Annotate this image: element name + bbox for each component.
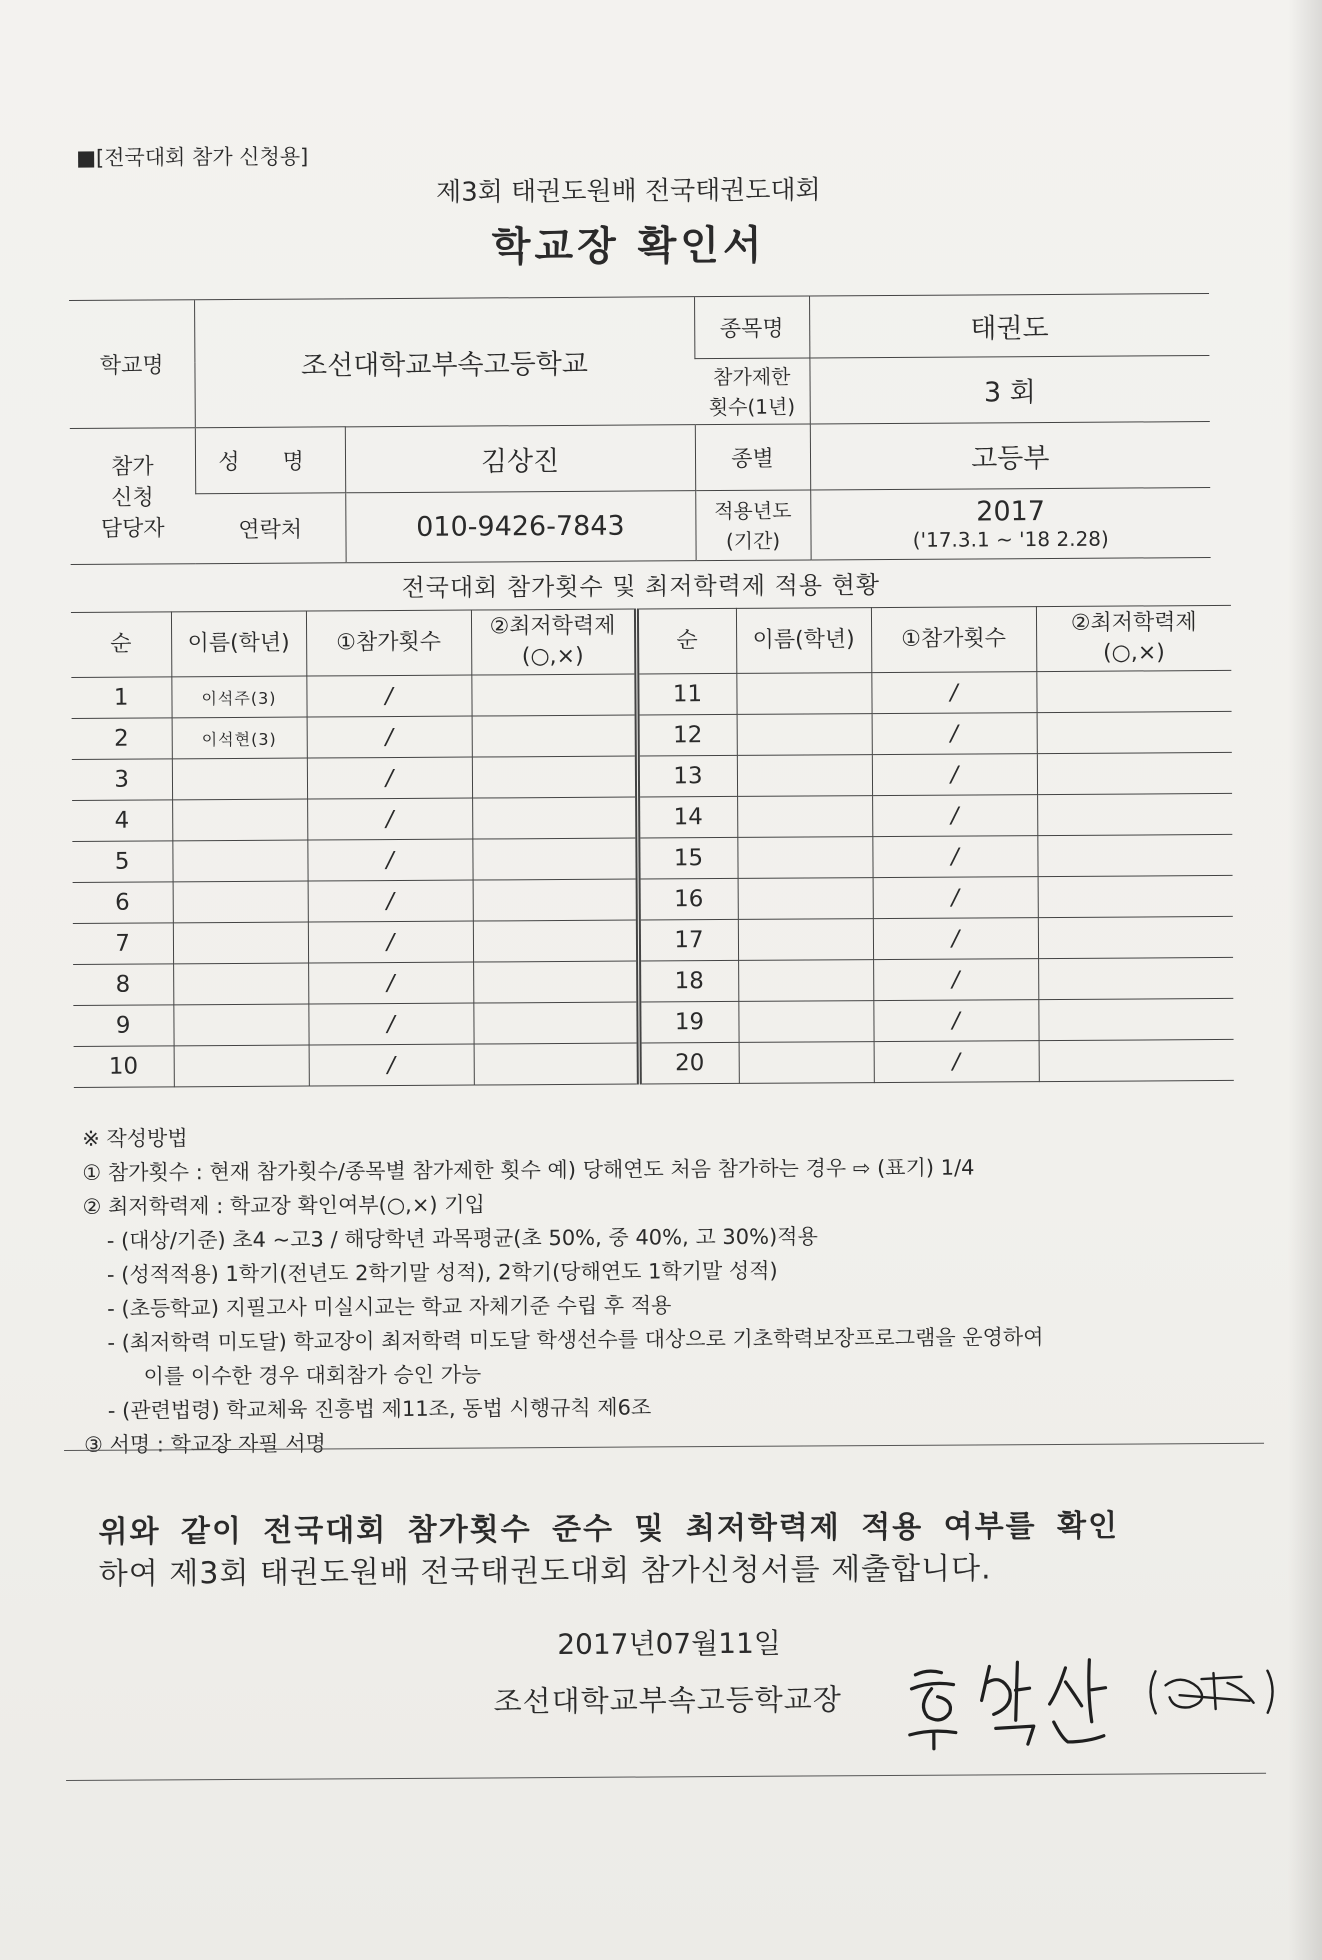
form-type-tag: ■[전국대회 참가 신청용] [76,144,309,170]
row-name-right [738,919,873,961]
row-no-right: 20 [639,1042,739,1084]
row-min-left [472,838,637,880]
table-row [72,834,1232,882]
row-no-right: 13 [637,755,737,797]
notes-heading: ※ 작성방법 [82,1126,188,1151]
row-count-right: / [873,959,1038,1001]
header-min-right-line2: (○,×) [1102,640,1165,666]
row-min-right [1038,998,1233,1040]
table-row [73,998,1233,1046]
row-name-left [173,963,308,1005]
manager-label-line1: 참가 [110,454,154,480]
declaration-line1: 위와 같이 전국대회 참가횟수 준수 및 최저학력제 적용 여부를 확인 [98,1508,1120,1550]
header-min-left-line1: ②최저학력제 [489,613,616,640]
row-min-left [473,961,638,1003]
note-below-minimum: - (최저학력 미도달) 학교장이 최저학력 미도달 학생선수를 대상으로 기초학력보장프로그램을 운영하여 [107,1325,1044,1355]
header-name-left: 이름(학년) [171,611,306,677]
limit-label-line1: 참가제한 [713,364,791,389]
table-row [72,752,1232,800]
sport-label: 종목명 [694,296,809,359]
row-min-left [472,715,637,757]
manager-label [70,428,196,565]
header-min-right-line1: ②최저학력제 [1070,610,1197,636]
row-count-right: / [873,1000,1038,1042]
row-no-right: 18 [638,960,738,1002]
row-no-right: 17 [638,919,738,961]
row-name-left: 이석현(3) [172,717,307,759]
divider-bottom [66,1773,1266,1781]
event-title: 제3회 태권도원배 전국태권도대회 [435,175,821,208]
submission-date: 2017년07월11일 [557,1626,782,1662]
year-label-line1: 적용년도 [714,498,792,523]
row-min-left [473,920,638,962]
row-count-right: / [872,754,1037,796]
row-min-right [1038,916,1233,958]
row-count-left: / [307,757,472,799]
note-signature: ③ 서명 : 학교장 자필 서명 [83,1431,326,1457]
form-content [68,123,1254,1719]
row-min-left [474,1043,639,1085]
limit-value: 3 회 [809,356,1209,424]
manager-label-line3: 담당자 [100,516,165,542]
row-name-left [173,922,308,964]
table-row [74,1039,1234,1087]
row-min-right [1038,957,1233,999]
row-count-left: / [308,880,473,922]
page-edge-shadow [1288,0,1322,1960]
row-name-right [737,796,872,838]
note-participation: ① 참가횟수 : 현재 참가횟수/종목별 참가제한 횟수 예) 당해연도 처음 참가하는 경우 ⇨ (표기) 1/4 [82,1155,975,1185]
row-name-right [739,1042,874,1084]
year-label-line2: (기간) [725,528,781,553]
row-count-left: / [309,1044,474,1086]
declaration [98,1505,1248,1596]
period-value: ('17.3.1 ~ '18 2.28) [912,526,1109,552]
school-label: 학교명 [69,300,195,429]
row-name-right [738,878,873,920]
principal-title: 조선대학교부속고등학교장 [493,1682,842,1719]
table-row [73,916,1233,964]
manager-label-line2: 신청 [111,485,154,511]
row-count-right: / [872,713,1037,755]
row-no-left: 7 [73,923,173,965]
row-name-left: 이석주(3) [171,676,306,718]
row-count-left: / [307,839,472,881]
limit-label-line2: 횟수(1년) [708,394,796,419]
row-no-left: 5 [72,841,172,883]
declaration-line2: 하여 제3회 태권도원배 전국태권도대회 참가신청서를 제출합니다. [98,1551,992,1592]
row-count-right: / [873,877,1038,919]
contact-label: 연락처 [195,493,345,564]
participation-rows [71,670,1233,1087]
row-min-right [1038,875,1233,917]
row-no-left: 6 [73,882,173,924]
row-count-left: / [308,921,473,963]
year-cell [810,488,1210,560]
page-title: 학교장 확인서 [491,222,766,271]
row-count-right: / [872,836,1037,878]
row-min-left [471,674,636,716]
row-min-right [1036,670,1231,712]
row-count-left: / [306,675,471,717]
row-min-left [472,797,637,839]
row-no-right: 14 [637,796,737,838]
header-name-right: 이름(학년) [736,608,871,674]
row-count-right: / [874,1041,1039,1083]
row-name-left [172,758,307,800]
year-value: 2017 [976,496,1046,528]
row-min-left [473,879,638,921]
table-row [71,670,1231,718]
signature-strokes [909,1660,1106,1749]
table-row [73,875,1233,923]
row-min-right [1039,1039,1234,1081]
limit-label [694,358,809,425]
row-no-right: 19 [638,1001,738,1043]
row-min-right [1037,793,1232,835]
info-table [69,293,1211,565]
row-name-left [172,799,307,841]
row-count-right: / [872,795,1037,837]
row-count-right: / [873,918,1038,960]
row-no-left: 8 [73,964,173,1006]
header-min-left-line2: (○,×) [521,643,584,670]
row-no-right: 16 [638,878,738,920]
row-no-right: 15 [637,837,737,879]
header-no-left: 순 [71,612,171,678]
row-count-right: / [871,672,1036,714]
handwritten-signature [897,1643,1278,1755]
note-elementary: - (초등학교) 지필고사 미실시교는 학교 자체기준 수립 후 적용 [107,1293,672,1321]
row-count-left: / [307,798,472,840]
header-count-left: ①참가횟수 [306,610,471,676]
row-no-left: 9 [73,1005,173,1047]
row-min-left [473,1002,638,1044]
table-row [73,957,1233,1005]
row-name-left [172,840,307,882]
row-name-right [738,960,873,1002]
header-count-right: ①참가횟수 [871,607,1036,673]
table-row [72,711,1232,759]
participation-table [71,605,1234,1088]
note-minimum: ② 최저학력제 : 학교장 확인여부(○,×) 기입 [82,1192,485,1219]
row-no-left: 3 [72,759,172,801]
row-name-left [173,881,308,923]
contact-value: 010-9426-7843 [345,491,695,563]
row-name-right [737,714,872,756]
note-below-minimum-cont: 이를 이수한 경우 대회참가 승인 가능 [143,1362,482,1389]
row-name-left [174,1045,309,1087]
row-name-right [736,673,871,715]
row-name-right [738,1001,873,1043]
row-no-left: 4 [72,800,172,842]
year-label [695,490,810,561]
header-min-right [1036,605,1231,671]
row-no-left: 1 [71,677,171,719]
sport-value: 태권도 [809,294,1209,358]
instructions [82,1115,1244,1462]
row-count-left: / [308,962,473,1004]
note-target: - (대상/기준) 초4 ~고3 / 해당학년 과목평균(초 50%, 중 40%, 고 30%)적용 [106,1224,818,1253]
row-count-left: / [307,716,472,758]
name-value: 김상진 [345,425,695,493]
row-min-left [472,756,637,798]
row-no-right: 12 [637,714,737,756]
row-min-right [1037,711,1232,753]
name-label: 성 명 [195,427,345,494]
row-count-left: / [308,1003,473,1045]
row-name-right [737,755,872,797]
table-row [72,793,1232,841]
row-min-right [1037,834,1232,876]
note-law: - (관련법령) 학교체육 진흥법 제11조, 동법 시행규칙 제6조 [107,1395,652,1423]
row-no-left: 10 [74,1046,174,1088]
note-grades: - (성적적용) 1학기(전년도 2학기말 성적), 2학기(당해연도 1학기말 성적) [106,1258,778,1287]
row-name-left [173,1004,308,1046]
row-no-left: 2 [72,718,172,760]
section-title: 전국대회 참가횟수 및 최저학력제 적용 현황 [401,571,881,602]
header-min-left [471,609,636,675]
row-name-right [737,837,872,879]
row-no-right: 11 [636,673,736,715]
division-value: 고등부 [810,422,1210,490]
division-label: 종별 [695,424,810,491]
seal-text: (홍석선) [1157,1679,1254,1711]
header-no-right: 순 [636,608,736,674]
row-min-right [1037,752,1232,794]
school-value: 조선대학교부속고등학교 [194,297,695,428]
